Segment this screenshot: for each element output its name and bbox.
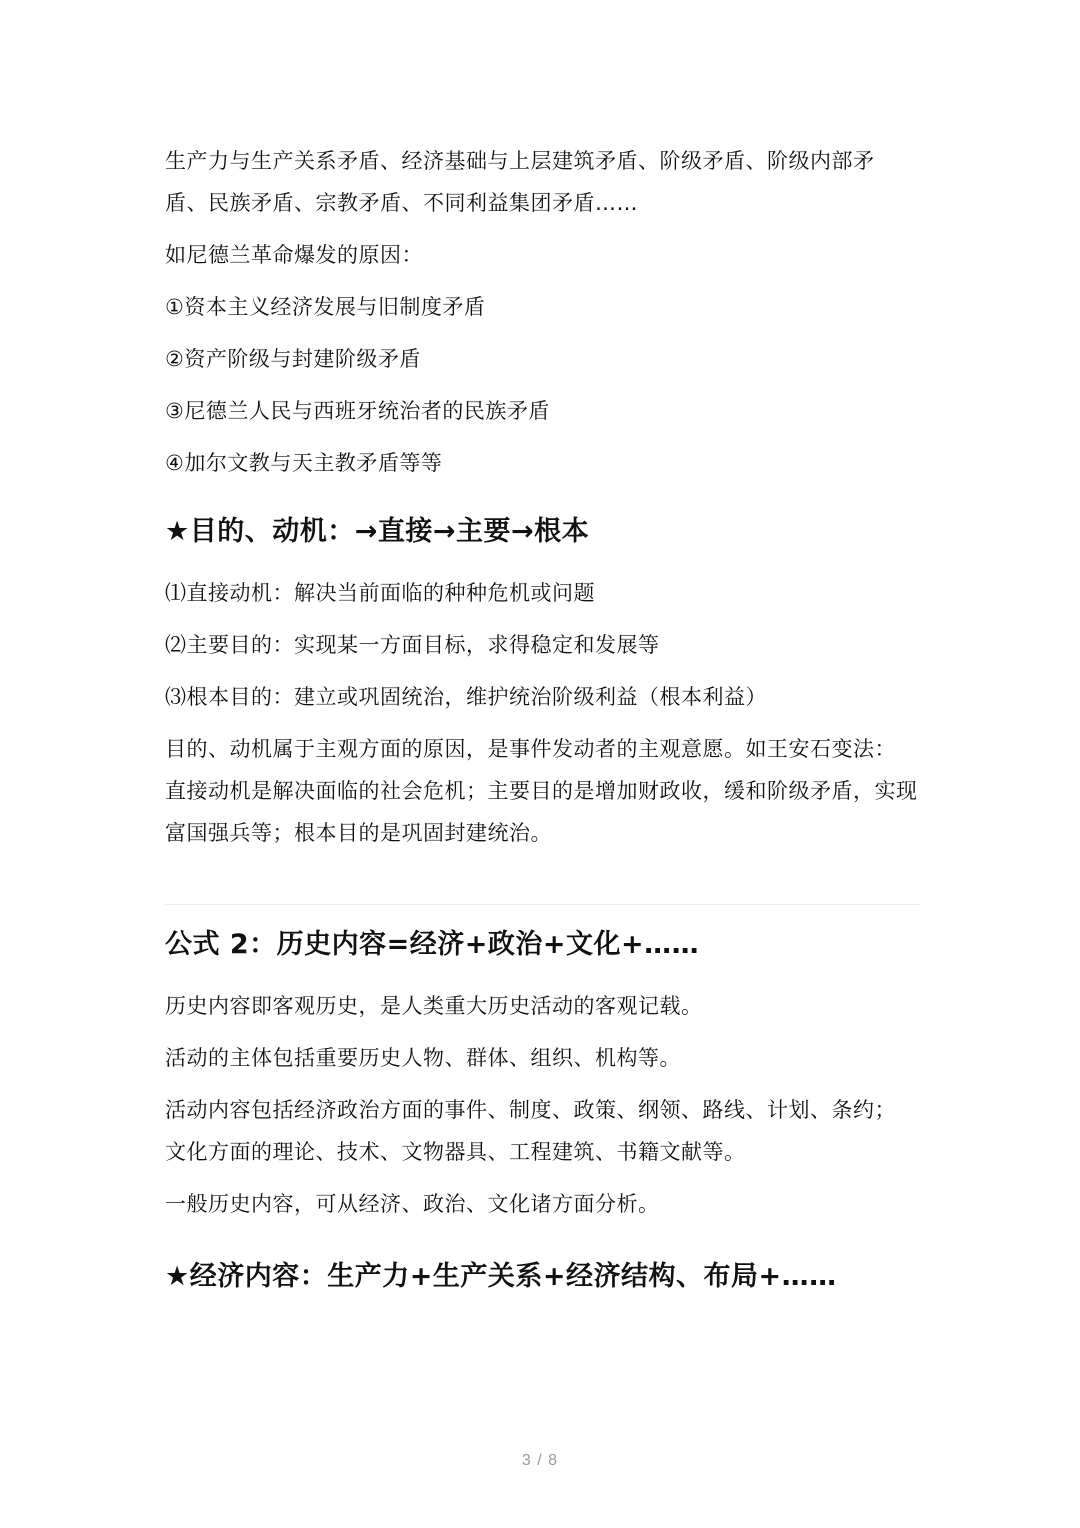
paragraph: 活动的主体包括重要历史人物、群体、组织、机构等。	[165, 1046, 681, 1070]
list-item: ④加尔文教与天主教矛盾等等	[165, 451, 443, 475]
intro-line-1: 生产力与生产关系矛盾、经济基础与上层建筑矛盾、阶级矛盾、阶级内部矛	[165, 149, 875, 173]
list-item: ③尼德兰人民与西班牙统治者的民族矛盾	[165, 399, 550, 423]
paragraph: 一般历史内容，可从经济、政治、文化诸方面分析。	[165, 1192, 660, 1216]
example-lead: 如尼德兰革命爆发的原因：	[165, 243, 423, 267]
note-line-2: 直接动机是解决面临的社会危机；主要目的是增加财政收，缓和阶级矛盾，实现	[165, 779, 918, 803]
list-item: ⑴直接动机：解决当前面临的种种危机或问题	[165, 581, 595, 605]
page-indicator: 3 / 8	[521, 1452, 559, 1469]
intro-line-2: 盾、民族矛盾、宗教矛盾、不同利益集团矛盾……	[165, 191, 638, 215]
note-line-1: 目的、动机属于主观方面的原因，是事件发动者的主观意愿。如王安石变法：	[165, 737, 896, 761]
list-item: ②资产阶级与封建阶级矛盾	[165, 347, 421, 371]
heading-motive: ★目的、动机：→直接→主要→根本	[165, 516, 590, 547]
list-item: ⑵主要目的：实现某一方面目标，求得稳定和发展等	[165, 633, 660, 657]
list-item: ⑶根本目的：建立或巩固统治，维护统治阶级利益（根本利益）	[165, 685, 767, 709]
heading-economy: ★经济内容：生产力+生产关系+经济结构、布局+……	[165, 1261, 837, 1292]
note-line-3: 富国强兵等；根本目的是巩固封建统治。	[165, 821, 552, 845]
heading-formula-2: 公式 2：历史内容=经济+政治+文化+……	[165, 929, 700, 960]
paragraph-line-1: 活动内容包括经济政治方面的事件、制度、政策、纲领、路线、计划、条约；	[165, 1098, 896, 1122]
paragraph: 历史内容即客观历史，是人类重大历史活动的客观记载。	[165, 994, 703, 1018]
paragraph-line-2: 文化方面的理论、技术、文物器具、工程建筑、书籍文献等。	[165, 1140, 746, 1164]
list-item: ①资本主义经济发展与旧制度矛盾	[165, 295, 486, 319]
page-content	[165, 140, 920, 1297]
